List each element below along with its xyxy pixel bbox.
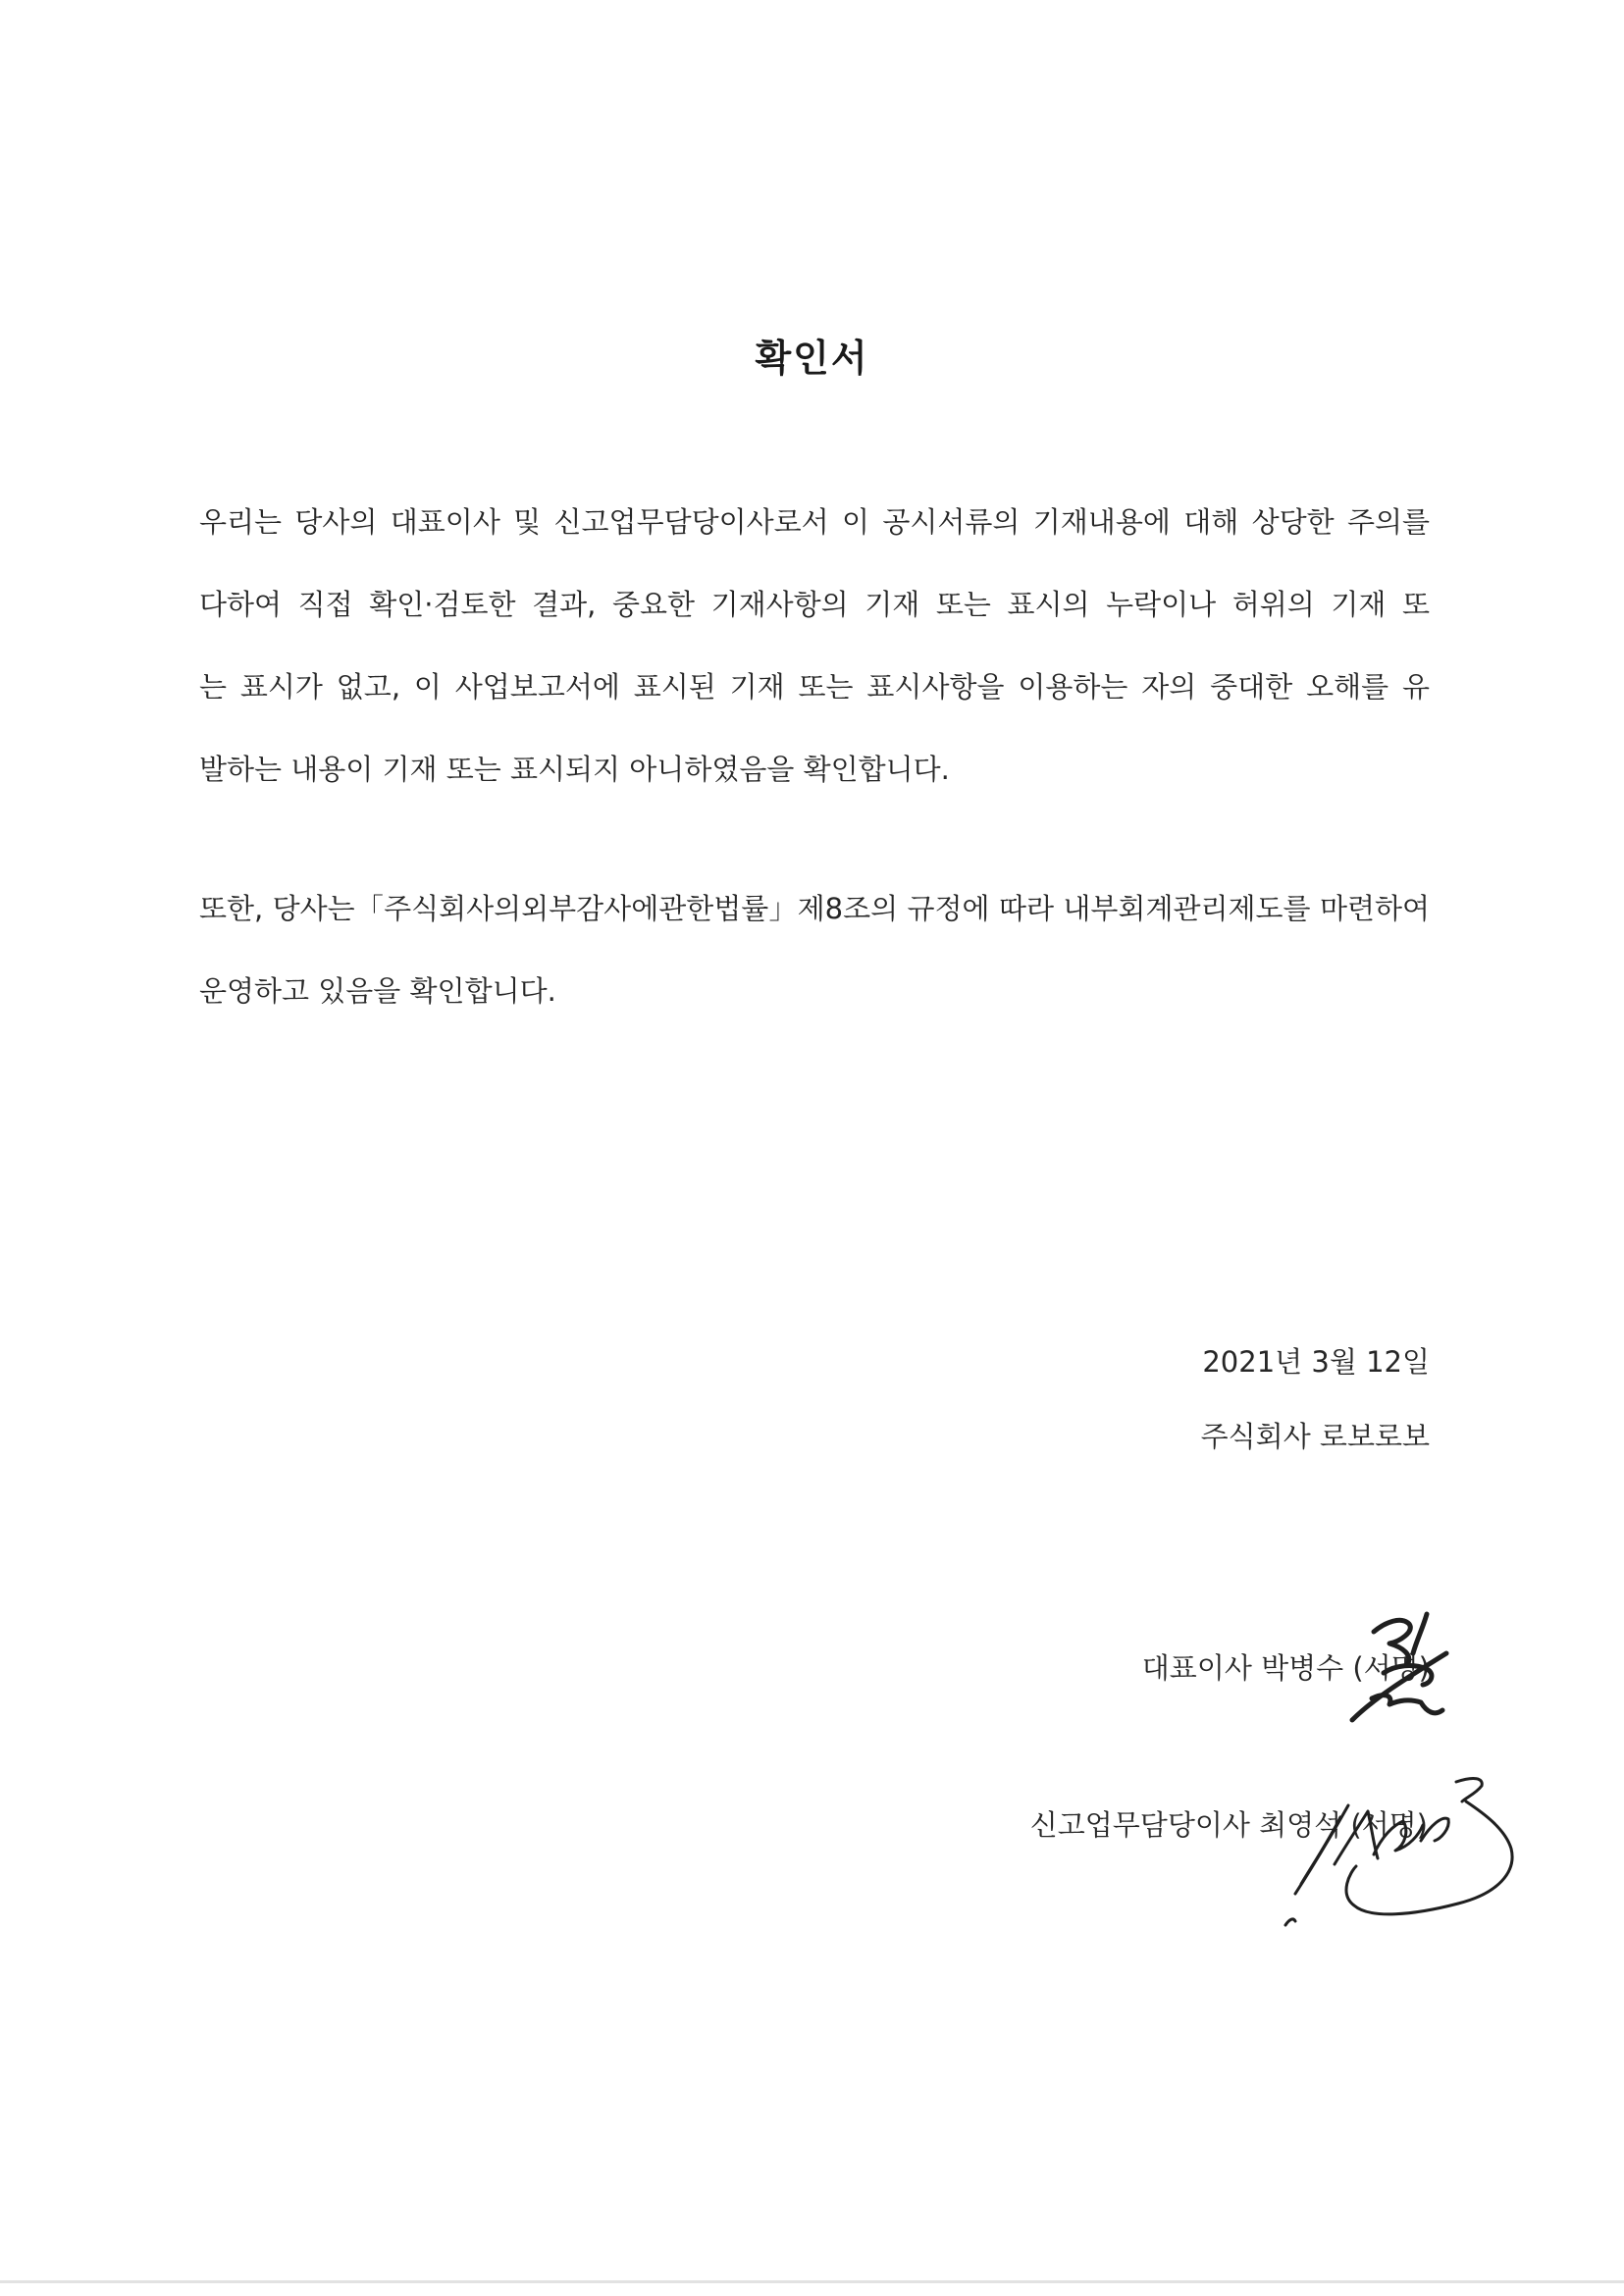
paragraph-line: 우리는 당사의 대표이사 및 신고업무담당이사로서 이 공시서류의 기재내용에 대해 상당한 주의를 — [199, 505, 1430, 539]
document-date: 2021년 3월 12일 — [1202, 1345, 1430, 1379]
paragraph-line: 운영하고 있음을 확인합니다. — [199, 974, 556, 1008]
officer-handwritten-signature — [1266, 1756, 1531, 1982]
paragraph-line: 발하는 내용이 기재 또는 표시되지 아니하였음을 확인합니다. — [199, 753, 950, 786]
paragraph-line: 또한, 당사는「주식회사의외부감사에관한법률」제8조의 규정에 따라 내부회계관리제도를 마련하여 — [199, 892, 1430, 925]
paragraph-line: 는 표시가 없고, 이 사업보고서에 표시된 기재 또는 표시사항을 이용하는 자의 중대한 오해를 유 — [199, 670, 1430, 704]
page-bottom-edge — [0, 2280, 1624, 2283]
company-name: 주식회사 로보로보 — [1200, 1420, 1430, 1453]
ceo-signature-line: 대표이사 박병수 (서명) — [1141, 1651, 1430, 1685]
paragraph-line: 다하여 직접 확인·검토한 결과, 중요한 기재사항의 기재 또는 표시의 누락이나 허위의 기재 또 — [199, 588, 1430, 621]
document-title: 확인서 — [755, 337, 869, 380]
officer-signature-line: 신고업무담당이사 최영석 (서명) — [1029, 1808, 1428, 1842]
